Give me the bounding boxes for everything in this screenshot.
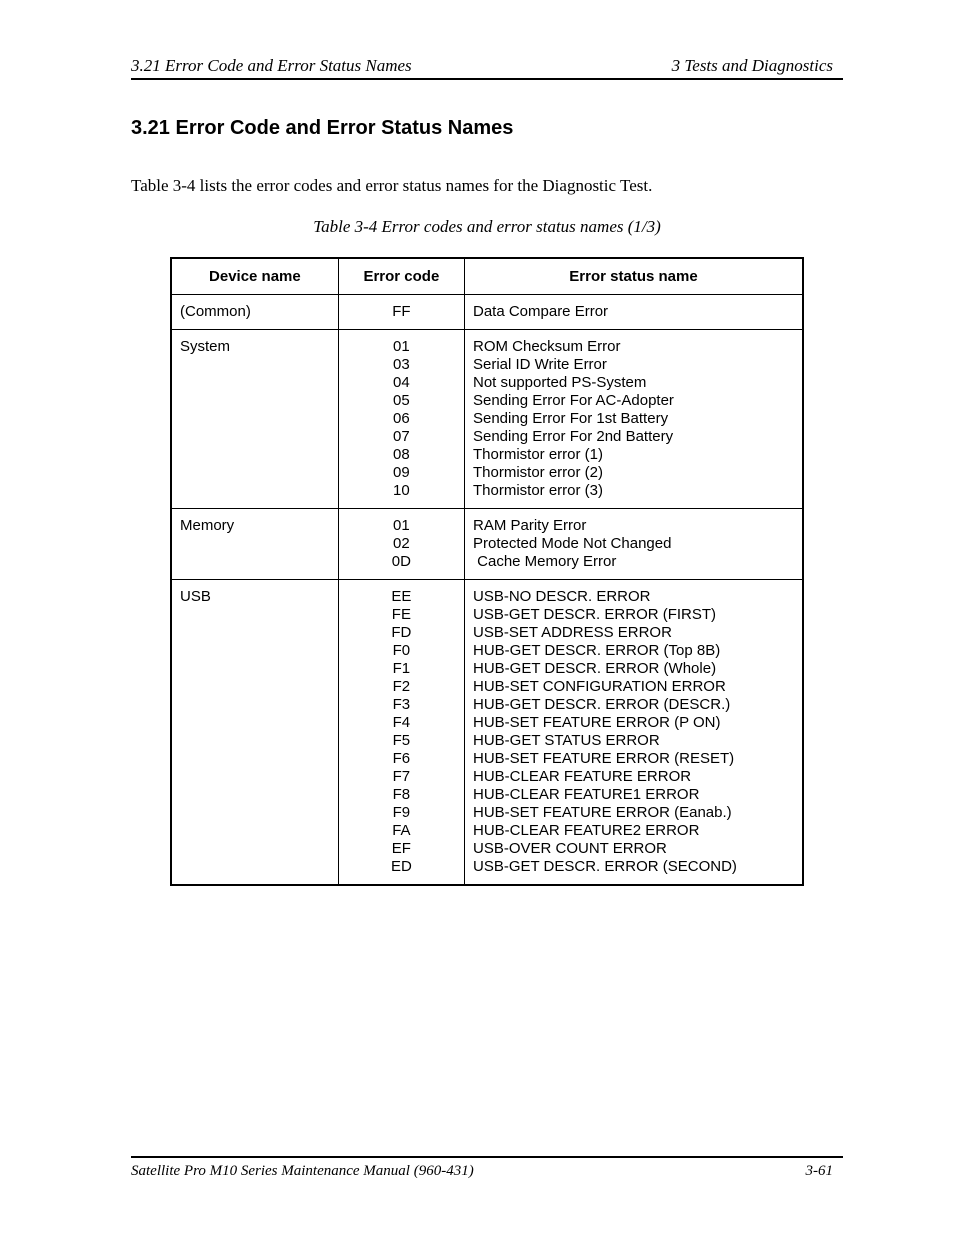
error-code-cell (338, 330, 464, 509)
error-code: F8 (392, 786, 411, 803)
error-status-name: Thormistor error (2) (472, 464, 603, 481)
footer-page-number: 3-61 (805, 1163, 833, 1179)
error-status-name: RAM Parity Error (472, 517, 587, 534)
error-status-name: USB-GET DESCR. ERROR (SECOND) (472, 858, 737, 875)
error-status-name: Data Compare Error (472, 303, 609, 320)
error-status-name: HUB-SET FEATURE ERROR (Eanab.) (472, 804, 732, 821)
error-code: F4 (392, 714, 411, 731)
error-status-name: USB-SET ADDRESS ERROR (472, 624, 672, 641)
error-code: FA (392, 822, 411, 839)
table-row (171, 509, 803, 580)
error-status-cell (464, 580, 803, 886)
error-status-name: HUB-GET DESCR. ERROR (Top 8B) (472, 642, 721, 659)
error-code: EE (391, 588, 412, 605)
error-code: 02 (393, 535, 410, 552)
error-status-name: USB-GET DESCR. ERROR (FIRST) (472, 606, 717, 623)
table-row (171, 330, 803, 509)
error-status-name: HUB-SET FEATURE ERROR (P ON) (472, 714, 721, 731)
device-name: USB (180, 588, 211, 605)
error-status-name: Sending Error For 2nd Battery (472, 428, 674, 445)
device-name: (Common) (180, 303, 251, 320)
error-status-name: HUB-GET STATUS ERROR (472, 732, 660, 749)
error-code: F3 (392, 696, 411, 713)
error-status-name: HUB-CLEAR FEATURE ERROR (472, 768, 692, 785)
error-status-name: HUB-SET CONFIGURATION ERROR (472, 678, 726, 695)
error-code: 09 (393, 464, 410, 481)
error-code: F2 (392, 678, 411, 695)
error-code: 06 (393, 410, 410, 427)
footer-manual-title: Satellite Pro M10 Series Maintenance Manual (960-431) (131, 1163, 474, 1179)
error-code: 04 (393, 374, 410, 391)
table-caption: Table 3-4 Error codes and error status names (1/3) (313, 217, 661, 236)
table-header-row (171, 258, 803, 295)
error-code: EF (391, 840, 411, 857)
error-code: F9 (392, 804, 411, 821)
error-status-cell (464, 330, 803, 509)
error-code: 01 (393, 517, 410, 534)
table-row (171, 295, 803, 330)
error-status-name: HUB-CLEAR FEATURE1 ERROR (472, 786, 700, 803)
error-status-name: Sending Error For AC-Adopter (472, 392, 674, 409)
error-code: 07 (393, 428, 410, 445)
error-status-cell (464, 509, 803, 580)
device-name: Memory (180, 517, 235, 534)
error-status-name: USB-OVER COUNT ERROR (472, 840, 667, 857)
device-name-cell (171, 295, 338, 330)
error-code: 10 (393, 482, 410, 499)
error-code: F7 (392, 768, 411, 785)
device-name-cell (171, 580, 338, 886)
error-status-name: USB-NO DESCR. ERROR (472, 588, 651, 605)
error-code: FE (391, 606, 411, 623)
column-header-status-name: Error status name (464, 258, 803, 295)
error-code: F6 (392, 750, 411, 767)
error-code: F1 (392, 660, 411, 677)
column-header-error-code: Error code (338, 258, 464, 295)
error-status-cell (464, 295, 803, 330)
error-status-name: Serial ID Write Error (472, 356, 607, 373)
error-status-name: Cache Memory Error (472, 553, 617, 570)
error-status-name: HUB-SET FEATURE ERROR (RESET) (472, 750, 735, 767)
device-name: System (180, 338, 231, 355)
column-header-device: Device name (171, 258, 338, 295)
error-code: F5 (392, 732, 411, 749)
error-status-name: Thormistor error (3) (472, 482, 603, 499)
header-chapter-label: 3 Tests and Diagnostics (671, 56, 833, 75)
running-header (131, 54, 843, 80)
table-row (171, 580, 803, 886)
error-code: FD (391, 624, 412, 641)
error-status-name: ROM Checksum Error (472, 338, 621, 355)
error-code-table (170, 257, 804, 886)
error-status-name: HUB-GET DESCR. ERROR (DESCR.) (472, 696, 731, 713)
device-name-cell (171, 330, 338, 509)
error-code-cell (338, 509, 464, 580)
table-body (171, 295, 803, 886)
error-status-name: HUB-CLEAR FEATURE2 ERROR (472, 822, 700, 839)
error-status-name: Not supported PS-System (472, 374, 647, 391)
error-code: FF (392, 303, 411, 320)
section-title: 3.21 Error Code and Error Status Names (131, 117, 514, 139)
error-code-cell (338, 295, 464, 330)
error-status-name: Thormistor error (1) (472, 446, 603, 463)
header-section-label: 3.21 Error Code and Error Status Names (131, 56, 412, 75)
error-code: 05 (393, 392, 410, 409)
device-name-cell (171, 509, 338, 580)
error-status-name: Protected Mode Not Changed (472, 535, 672, 552)
error-code: 01 (393, 338, 410, 355)
running-footer (131, 1156, 843, 1182)
error-code: ED (390, 858, 412, 875)
error-status-name: Sending Error For 1st Battery (472, 410, 669, 427)
error-code-cell (338, 580, 464, 886)
error-code: 0D (391, 553, 411, 570)
error-code: F0 (392, 642, 411, 659)
error-code: 08 (393, 446, 410, 463)
error-code: 03 (393, 356, 410, 373)
intro-paragraph: Table 3-4 lists the error codes and error status names for the Diagnostic Test. (131, 176, 653, 195)
error-status-name: HUB-GET DESCR. ERROR (Whole) (472, 660, 717, 677)
